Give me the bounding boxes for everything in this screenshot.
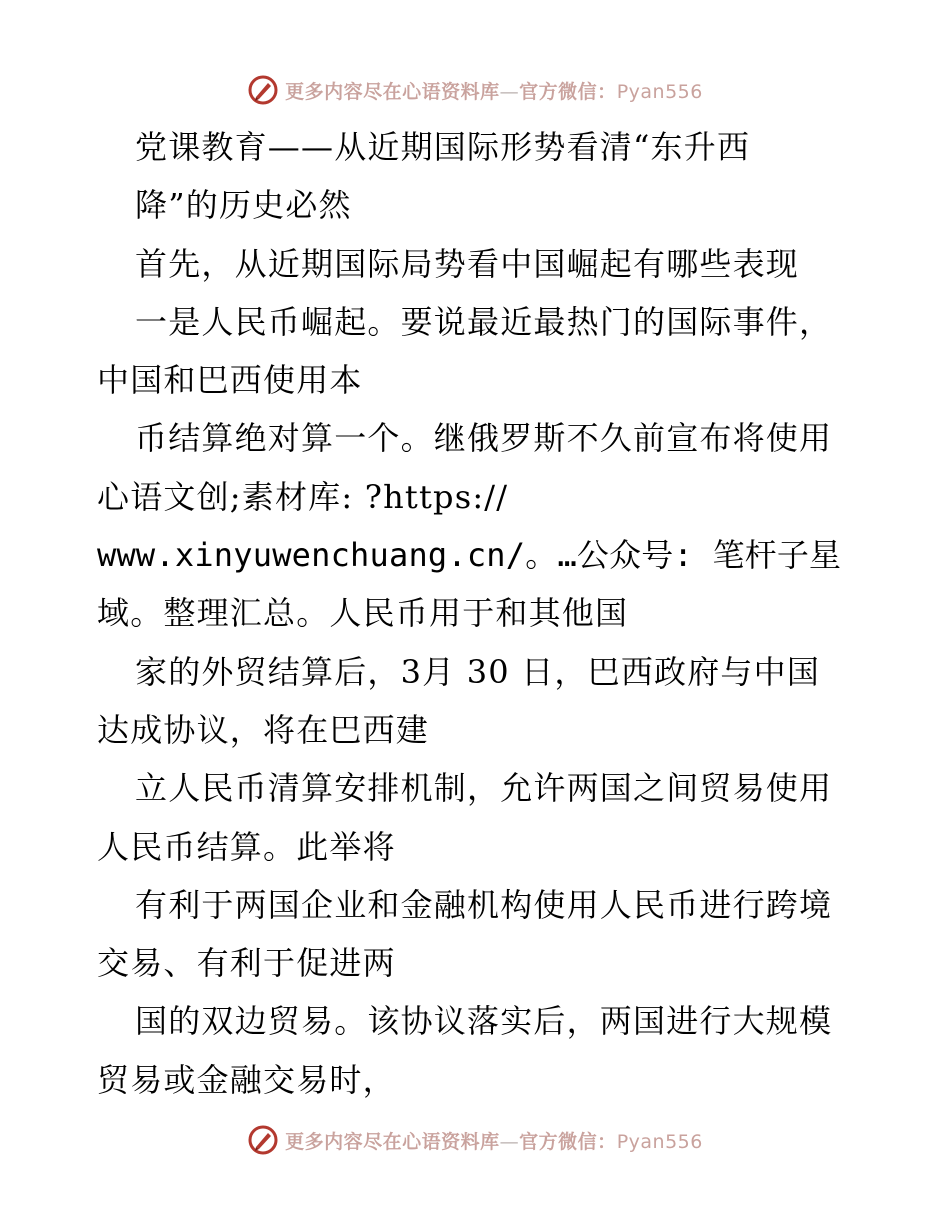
- text-line: 一是人民币崛起。要说最近最热门的国际事件，: [135, 302, 833, 341]
- document-body: [97, 118, 867, 1109]
- text-line: 国的双边贸易。该协议落实后，两国进行大规模: [135, 1002, 833, 1041]
- watermark-label: 官方微信：: [519, 80, 617, 103]
- text-line: 首先，从近期国际局势看中国崛起有哪些表现: [135, 244, 800, 283]
- text-line: 域。整理汇总。人民币用于和其他国: [97, 594, 629, 633]
- text-line: 中国和巴西使用本: [97, 361, 363, 400]
- text-line: www.xinyuwenchuang.cn/。…公众号: 笔杆子星: [97, 536, 842, 575]
- watermark-prefix: 更多内容尽在心语资料库: [285, 1130, 500, 1153]
- watermark-text: [285, 1127, 703, 1154]
- text-line: 立人民币清算安排机制，允许两国之间贸易使用: [135, 769, 833, 808]
- text-line: 有利于两国企业和金融机构使用人民币进行跨境: [135, 885, 833, 924]
- header-watermark: [0, 70, 950, 110]
- watermark-text: [285, 77, 703, 104]
- text-line: 家的外贸结算后，3月 30 日，巴西政府与中国: [135, 652, 821, 691]
- text-line: 币结算绝对算一个。继俄罗斯不久前宣布将使用: [135, 419, 833, 458]
- text-line: 达成协议，将在巴西建: [97, 710, 430, 749]
- pen-logo-icon: [247, 1124, 279, 1156]
- watermark-wechat-id: Pyan556: [616, 80, 703, 103]
- pen-logo-icon: [247, 74, 279, 106]
- text-line: 交易、有利于促进两: [97, 944, 396, 983]
- watermark-separator: —: [499, 80, 520, 103]
- watermark-wechat-id: Pyan556: [616, 1130, 703, 1153]
- watermark-separator: —: [499, 1130, 520, 1153]
- text-line: 人民币结算。此举将: [97, 827, 396, 866]
- footer-watermark: [0, 1120, 950, 1160]
- text-line: 心语文创;素材库: ?https://: [97, 477, 509, 516]
- text-line: 党课教育——从近期国际形势看清“东升西: [135, 128, 751, 166]
- text-line: 降”的历史必然: [135, 186, 352, 225]
- watermark-label: 官方微信：: [519, 1130, 617, 1153]
- text-line: 贸易或金融交易时，: [97, 1060, 396, 1099]
- watermark-prefix: 更多内容尽在心语资料库: [285, 80, 500, 103]
